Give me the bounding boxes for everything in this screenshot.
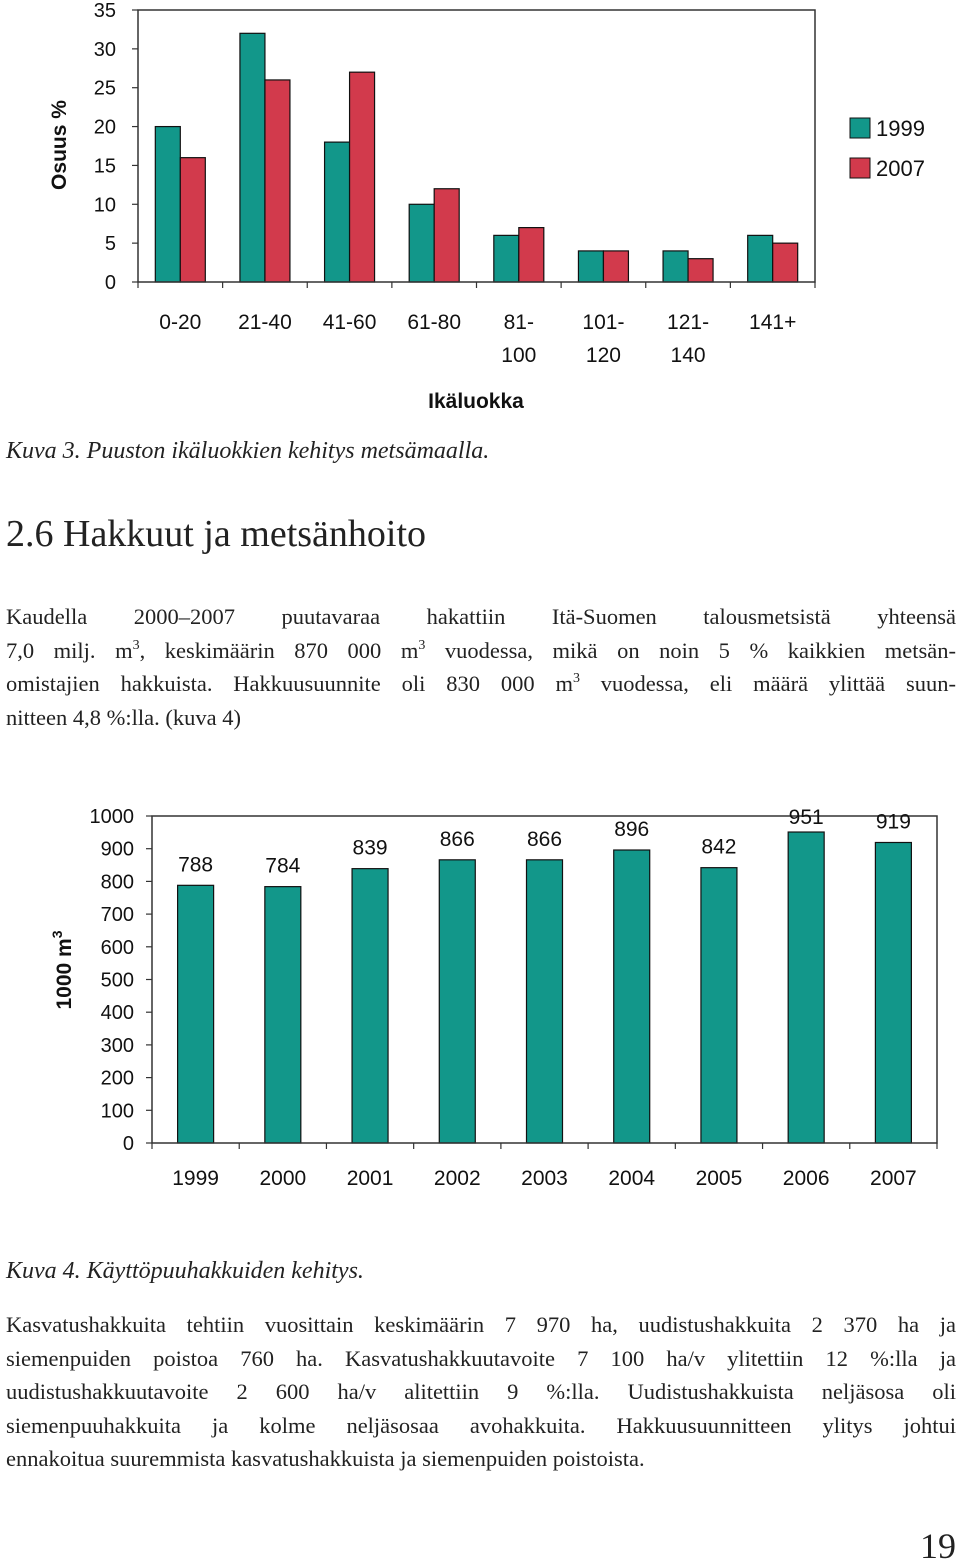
x-tick-label: 2005 — [695, 1167, 743, 1190]
x-tick-label: 100 — [501, 344, 537, 367]
bar-2007 — [875, 842, 911, 1143]
bar-2007-7 — [773, 243, 798, 282]
x-tick-label: 1999 — [172, 1167, 219, 1190]
x-tick-label: 2003 — [521, 1167, 568, 1190]
x-axis-label: Ikäluokka — [428, 390, 524, 413]
x-tick-label: 2000 — [259, 1167, 307, 1190]
bar-1999-4 — [494, 235, 519, 282]
text-run: Kasvatushakkuita tehtiin vuosittain keskimäärin 7 970 ha, uudistushakkuita 2 370 ha ja — [6, 1312, 956, 1337]
bar-2003 — [527, 860, 563, 1143]
paragraph-silviculture — [6, 1308, 956, 1476]
x-tick-label: 141+ — [749, 311, 797, 334]
y-axis-ticks — [94, 0, 138, 294]
text-run: ennakoitua suuremmista kasvatushakkuista ja siemenpuiden poistoista. — [6, 1446, 645, 1471]
legend-label-2007: 2007 — [876, 156, 925, 181]
bar-1999-0 — [155, 127, 180, 282]
text-line — [6, 1375, 956, 1409]
y-tick-label: 600 — [100, 936, 134, 959]
x-tick-label: 120 — [585, 344, 621, 367]
y-tick-label: 15 — [93, 155, 116, 178]
bar-2007-5 — [603, 251, 628, 282]
text-line — [6, 1442, 956, 1476]
legend — [850, 116, 925, 181]
superscript: 3 — [132, 637, 140, 653]
bar-1999-5 — [578, 251, 603, 282]
text-run: nitteen 4,8 %:lla. (kuva 4) — [6, 704, 241, 730]
data-label: 896 — [614, 818, 650, 842]
text-line — [6, 701, 956, 735]
x-tick-label: 2002 — [433, 1167, 481, 1190]
bar-2002 — [439, 860, 475, 1143]
data-label: 842 — [701, 835, 737, 859]
bar-2001 — [352, 869, 388, 1143]
x-axis-ticks — [138, 282, 815, 367]
y-tick-label: 200 — [100, 1067, 134, 1090]
bar-2000 — [265, 887, 301, 1143]
page-number: 19 — [920, 1526, 956, 1566]
bar-2007-3 — [434, 189, 459, 282]
bar-2004 — [614, 850, 650, 1143]
data-label: 784 — [265, 854, 301, 878]
x-axis-ticks — [152, 1143, 937, 1190]
bar-2007-1 — [265, 80, 290, 282]
x-tick-label: 140 — [670, 344, 706, 367]
text-run: , keskimäärin 870 000 m — [139, 637, 419, 663]
paragraph-harvests — [6, 600, 956, 734]
bar-2005 — [701, 868, 737, 1143]
harvest-volume-chart — [0, 790, 960, 1210]
y-tick-label: 900 — [100, 838, 134, 861]
legend-swatch-1999 — [850, 118, 870, 138]
x-tick-label: 81- — [503, 311, 534, 334]
y-tick-label: 500 — [100, 969, 134, 992]
text-run: Kaudella 2000–2007 puutavaraa hakattiin Itä-Suomen talousmetsistä yhteensä — [6, 604, 956, 629]
x-tick-label: 0-20 — [159, 311, 202, 334]
data-label: 951 — [788, 806, 824, 829]
bar-1999-6 — [663, 251, 688, 282]
y-axis-label-sup: 3 — [49, 930, 65, 939]
y-tick-label: 400 — [100, 1002, 134, 1025]
bar-2007-4 — [519, 228, 544, 282]
legend-label-1999: 1999 — [876, 116, 925, 141]
y-tick-label: 35 — [93, 0, 116, 22]
legend-swatch-2007 — [850, 158, 870, 178]
bars-group — [155, 33, 797, 282]
y-axis-label: Osuus % — [48, 100, 71, 190]
y-tick-label: 0 — [104, 272, 116, 294]
y-axis-ticks — [90, 806, 153, 1155]
x-tick-label: 2004 — [608, 1167, 656, 1190]
text-run: siemenpuiden poistoa 760 ha. Kasvatushakkuutavoite 7 100 ha/v ylitettiin 12 %:lla ja — [6, 1345, 956, 1371]
text-line — [6, 1308, 956, 1342]
text-line — [6, 1342, 956, 1376]
x-tick-label: 121- — [667, 311, 710, 334]
bar-2007-0 — [180, 158, 205, 282]
bar-1999-7 — [748, 235, 773, 282]
bar-2006 — [788, 832, 824, 1143]
figure-caption-3: Kuva 3. Puuston ikäluokkien kehitys metsämaalla. — [6, 438, 490, 464]
x-tick-label: 61-80 — [407, 311, 462, 334]
data-label: 788 — [178, 853, 214, 877]
text-line — [6, 634, 956, 668]
x-tick-label: 41-60 — [322, 311, 377, 334]
text-line — [6, 600, 956, 634]
y-axis-label-text: 1000 m — [53, 938, 76, 1010]
y-tick-label: 5 — [104, 233, 116, 256]
bar-1999-1 — [240, 33, 265, 282]
bar-2007-6 — [688, 259, 713, 282]
x-tick-label: 101- — [582, 311, 625, 334]
y-tick-label: 800 — [100, 871, 134, 894]
figure-caption-4: Kuva 4. Käyttöpuuhakkuiden kehitys. — [6, 1258, 364, 1284]
x-tick-label: 21-40 — [238, 311, 292, 334]
bar-1999-2 — [325, 142, 350, 282]
age-class-chart — [0, 0, 960, 420]
text-line — [6, 1409, 956, 1443]
text-run: vuodessa, mikä on noin 5 % kaikkien metsän- — [425, 637, 956, 663]
x-tick-label: 2006 — [782, 1167, 830, 1190]
y-tick-label: 100 — [100, 1100, 134, 1123]
bars-group — [178, 832, 912, 1143]
data-label: 919 — [875, 810, 911, 834]
data-label: 866 — [439, 827, 475, 851]
x-tick-label: 2001 — [346, 1167, 394, 1190]
superscript: 3 — [572, 671, 580, 686]
y-tick-label: 700 — [100, 904, 134, 927]
y-tick-label: 0 — [122, 1133, 134, 1155]
y-tick-label: 20 — [93, 116, 116, 139]
text-line — [6, 667, 956, 701]
y-tick-label: 25 — [93, 77, 116, 100]
x-tick-label: 2007 — [870, 1167, 917, 1190]
data-label: 866 — [526, 827, 563, 851]
text-run: uudistushakkuutavoite 2 600 ha/v alitettiin 9 %:lla. Uudistushakkuista neljäsosa oli — [6, 1379, 956, 1404]
section-heading: 2.6 Hakkuut ja metsänhoito — [6, 513, 427, 555]
y-tick-label: 30 — [93, 38, 116, 61]
bar-2007-2 — [350, 72, 375, 282]
superscript: 3 — [418, 637, 426, 653]
text-run: siemenpuuhakkuita ja kolme neljäsosaa avohakkuita. Hakkuusuunnitteen ylitys johtui — [6, 1412, 956, 1438]
y-axis-label — [49, 930, 76, 1009]
y-tick-label: 1000 — [89, 806, 134, 828]
text-run: omistajien hakkuista. Hakkuusuunnite oli 830 000 m — [6, 671, 573, 696]
y-tick-label: 300 — [100, 1034, 134, 1057]
y-tick-label: 10 — [93, 194, 116, 217]
data-label: 839 — [352, 836, 388, 860]
bar-1999-3 — [409, 204, 434, 282]
bar-1999 — [178, 885, 214, 1143]
text-run: 7,0 milj. m — [6, 637, 133, 663]
text-run: vuodessa, eli määrä ylittää suun- — [579, 671, 957, 696]
